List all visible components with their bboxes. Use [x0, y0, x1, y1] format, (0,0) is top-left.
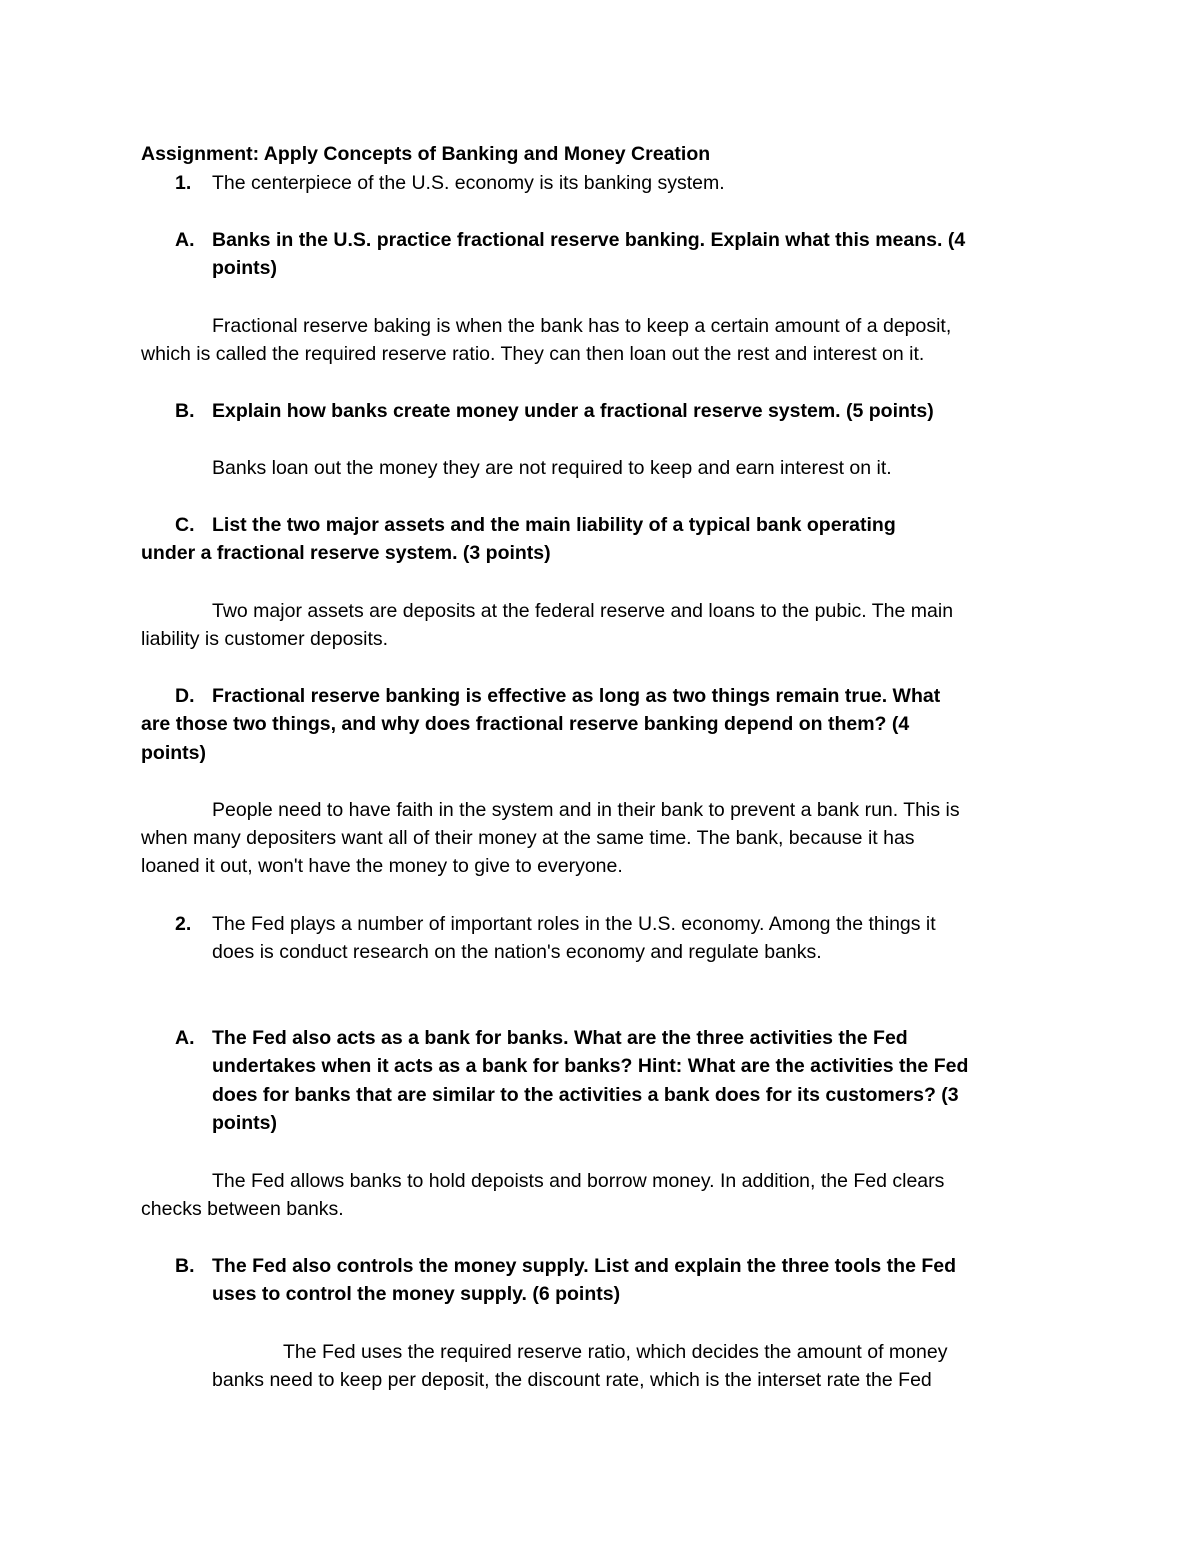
section-intro: does is conduct research on the nation's economy and regulate banks. [212, 941, 822, 963]
answer-text: The Fed allows banks to hold depoists and borrow money. In addition, the Fed clears [212, 1170, 945, 1192]
question-prompt: does for banks that are similar to the activities a bank does for its customers? (3 [212, 1084, 959, 1106]
answer-text: The Fed uses the required reserve ratio, which decides the amount of money [283, 1341, 948, 1363]
section-number: 2. [175, 913, 192, 935]
answer-text: loaned it out, won't have the money to give to everyone. [141, 855, 623, 877]
question-letter: D. [175, 685, 195, 707]
question-prompt: points) [141, 742, 206, 764]
question-prompt: are those two things, and why does fractional reserve banking depend on them? (4 [141, 713, 910, 735]
question-prompt: List the two major assets and the main liability of a typical bank operating [212, 514, 896, 536]
section-intro: The centerpiece of the U.S. economy is its banking system. [212, 172, 725, 194]
document-title: Assignment: Apply Concepts of Banking and Money Creation [141, 143, 711, 165]
answer-text: which is called the required reserve ratio. They can then loan out the rest and interest on it. [141, 343, 925, 365]
answer-text: liability is customer deposits. [141, 628, 389, 650]
question-letter: B. [175, 400, 195, 422]
answer-text: when many depositers want all of their money at the same time. The bank, because it has [141, 827, 915, 849]
section-intro: The Fed plays a number of important roles in the U.S. economy. Among the things it [212, 913, 936, 935]
question-prompt: undertakes when it acts as a bank for banks? Hint: What are the activities the Fed [212, 1055, 969, 1077]
question-letter: A. [175, 1027, 195, 1049]
question-prompt: under a fractional reserve system. (3 points) [141, 542, 551, 564]
question-prompt: The Fed also controls the money supply. List and explain the three tools the Fed [212, 1255, 956, 1277]
question-prompt: Fractional reserve banking is effective as long as two things remain true. What [212, 685, 941, 707]
question-prompt: Banks in the U.S. practice fractional reserve banking. Explain what this means. (4 [212, 229, 966, 251]
answer-text: Banks loan out the money they are not required to keep and earn interest on it. [212, 457, 892, 479]
question-letter: A. [175, 229, 195, 251]
answer-text: People need to have faith in the system and in their bank to prevent a bank run. This is [212, 799, 960, 821]
answer-text: Fractional reserve baking is when the bank has to keep a certain amount of a deposit, [212, 315, 952, 337]
section-number: 1. [175, 172, 192, 194]
answer-text: banks need to keep per deposit, the discount rate, which is the interset rate the Fed [212, 1369, 932, 1391]
question-prompt: The Fed also acts as a bank for banks. What are the three activities the Fed [212, 1027, 908, 1049]
question-prompt: points) [212, 257, 277, 279]
question-letter: B. [175, 1255, 195, 1277]
question-letter: C. [175, 514, 195, 536]
question-prompt: uses to control the money supply. (6 points) [212, 1283, 621, 1305]
answer-text: checks between banks. [141, 1198, 344, 1220]
answer-text: Two major assets are deposits at the federal reserve and loans to the pubic. The main [212, 600, 954, 622]
question-prompt: Explain how banks create money under a fractional reserve system. (5 points) [212, 400, 934, 422]
question-prompt: points) [212, 1112, 277, 1134]
